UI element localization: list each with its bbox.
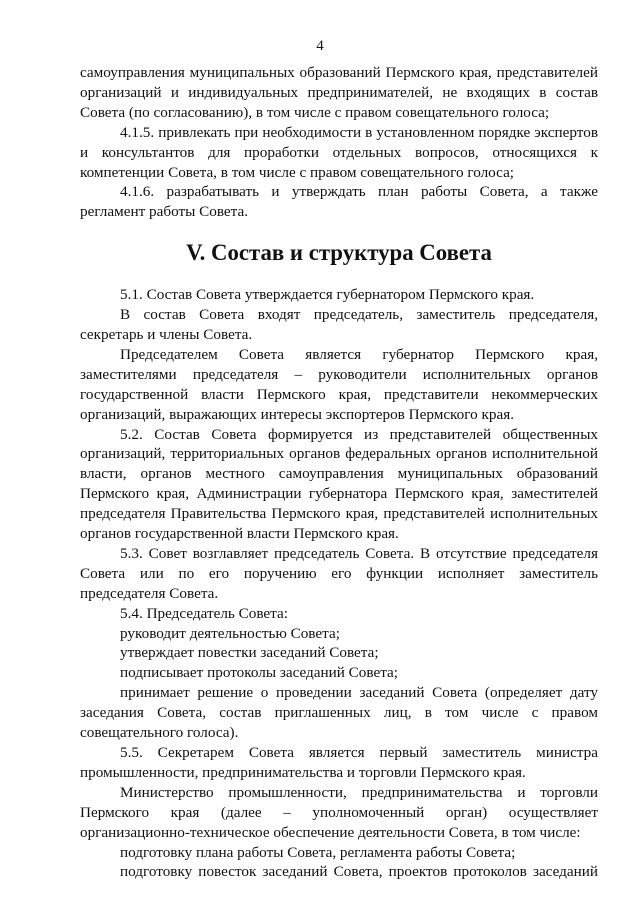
paragraph: 4.1.6. разрабатывать и утверждать план работы Совета, а также регламент работы Совета. xyxy=(80,183,598,221)
paragraph: самоуправления муниципальных образований Пермского края, представителей организаций и индивидуальных предпринимателей, не входящих в состав Совета (по согласованию), в том числе с правом совещательного голоса; xyxy=(80,64,598,121)
paragraph: 5.3. Совет возглавляет председатель Совета. В отсутствие председателя Совета или по его поручению его функции исполняет заместитель председателя Совета. xyxy=(80,544,598,602)
list-item: подготовку плана работы Совета, регламента работы Совета; xyxy=(120,843,516,861)
list-item: руководит деятельностью Совета; xyxy=(120,624,340,642)
list-item: утверждает повестки заседаний Совета; xyxy=(120,644,379,662)
paragraph: В состав Совета входят председатель, заместитель председателя, секретарь и члены Совета. xyxy=(80,306,598,343)
document-body xyxy=(80,63,598,882)
paragraph: 5.1. Состав Совета утверждается губернатором Пермского края. xyxy=(120,286,535,304)
paragraph: 5.4. Председатель Совета: xyxy=(120,604,288,622)
paragraph: Председателем Совета является губернатор Пермского края, заместителями председателя – руководители исполнительных органов государственной власти Пермского края, представители некоммерческих организаций, выражающих интересы экспортеров Пермского края. xyxy=(80,345,598,423)
page-number: 4 xyxy=(316,38,324,54)
paragraph: Министерство промышленности, предпринимательства и торговли Пермского края (далее – уполномоченный орган) осуществляет организационно-техническое обеспечение деятельности Совета, в том числе: xyxy=(80,783,598,841)
section-title: V. Состав и структура Совета xyxy=(186,240,492,266)
paragraph: принимает решение о проведении заседаний Совета (определяет дату заседания Совета, состав приглашенных лиц, в том числе с правом совещательного голоса). xyxy=(80,684,598,742)
paragraph: 5.5. Секретарем Совета является первый заместитель министра промышленности, предпринимательства и торговли Пермского края. xyxy=(80,744,598,781)
paragraph: 4.1.5. привлекать при необходимости в установленном порядке экспертов и консультантов для проработки отдельных вопросов, относящихся к компетенции Совета, в том числе с правом совещательного голоса; xyxy=(80,123,598,181)
list-item: подписывает протоколы заседаний Совета; xyxy=(120,664,399,682)
paragraph: 5.2. Состав Совета формируется из представителей общественных организаций, территориальных органов федеральных органов исполнительной власти, органов местного самоуправления муниципальных образований Пермского края, Администрации губернатора Пермского края, заместителей председателя Правительства Пермского края, представителей исполнительных органов государственной власти Пермского края. xyxy=(80,425,598,543)
paragraph: подготовку повесток заседаний Совета, проектов протоколов заседаний xyxy=(120,863,598,881)
